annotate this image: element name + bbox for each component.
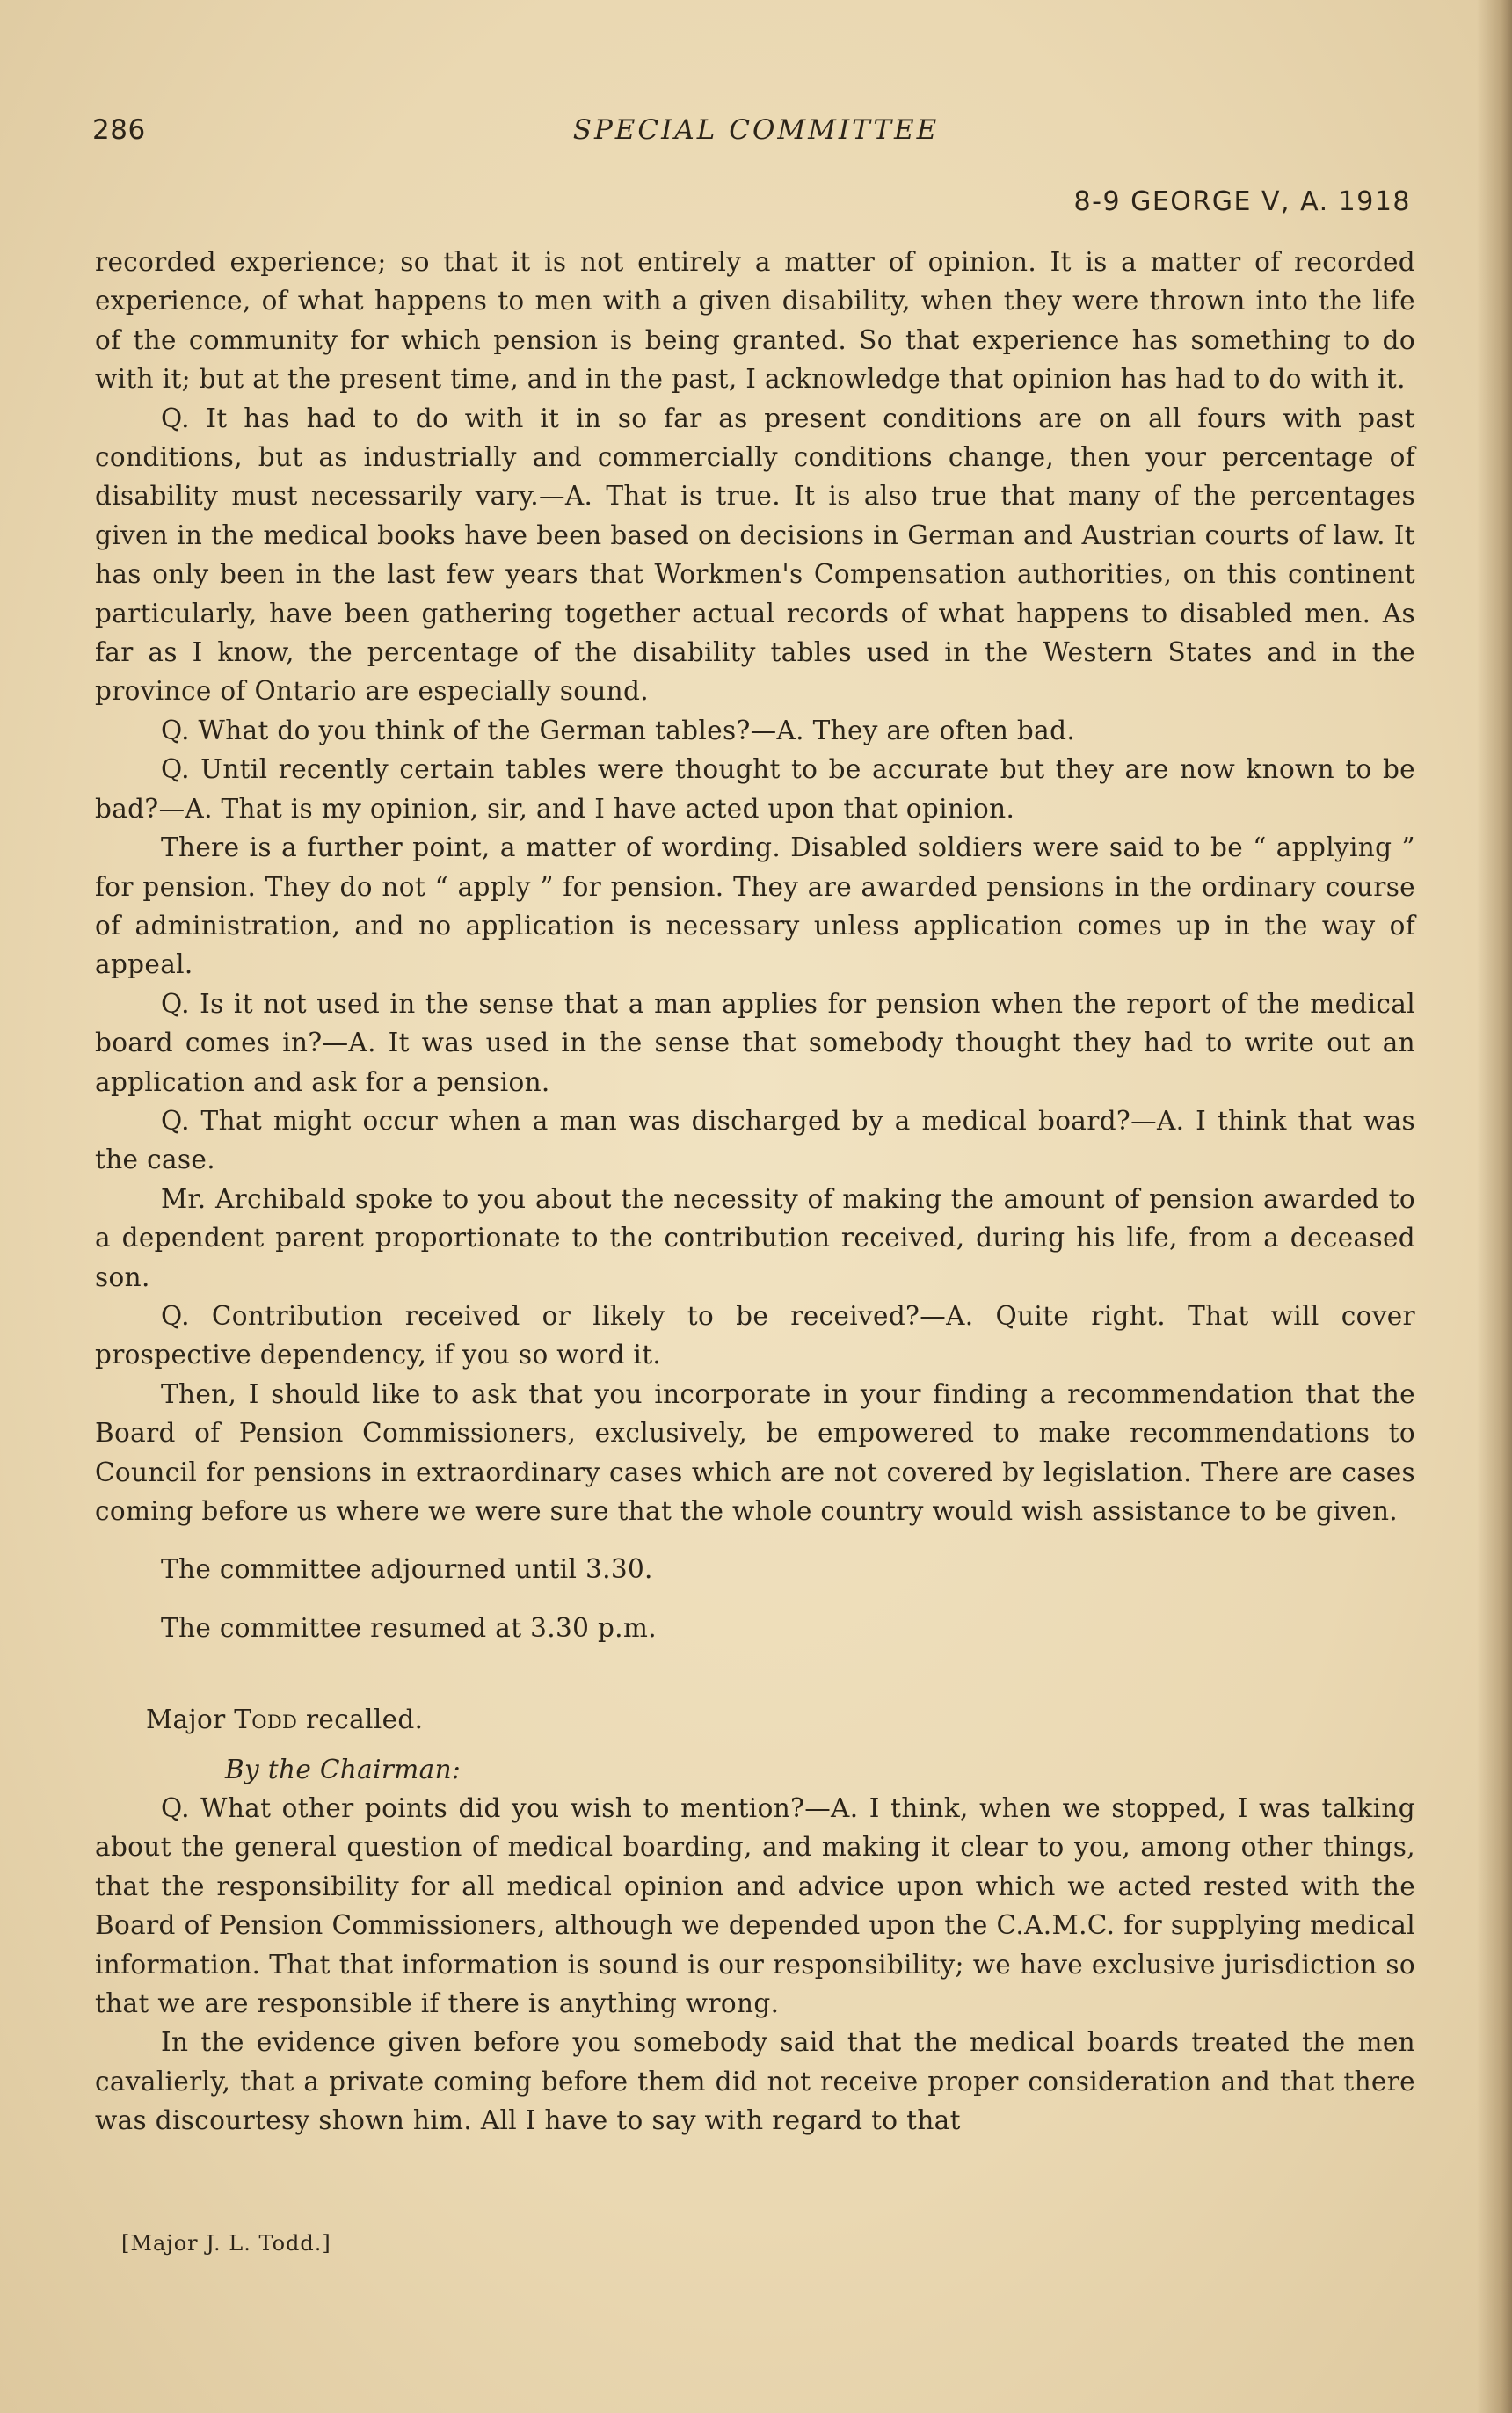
- running-title: SPECIAL COMMITTEE: [572, 114, 940, 146]
- recalled-suffix: recalled.: [297, 1704, 424, 1735]
- session-heading: 8-9 GEORGE V, A. 1918: [1073, 186, 1411, 217]
- body-text: [95, 243, 1415, 2140]
- paragraph: Mr. Archibald spoke to you about the necessity of making the amount of pension awarded to a dependent parent proportionate to the contribution received, during his life, from a deceased son.: [95, 1183, 1415, 1292]
- adjournment-note: The committee adjourned until 3.30.: [161, 1554, 653, 1585]
- recalled-prefix: Major: [146, 1704, 235, 1735]
- paragraph: There is a further point, a matter of wording. Disabled soldiers were said to be “ applying ” for pension. They do not “ apply ” for pension. They are awarded pensions in the ordinary course of administration, and no application is necessary unless application comes up in the way of appeal.: [95, 832, 1415, 980]
- paragraph: Then, I should like to ask that you incorporate in your finding a recommendation that the Board of Pension Commissioners, exclusively, be empowered to make recommendations to Council for pensions in extraordinary cases which are not covered by legislation. There are cases coming before us where we were sure that the whole country would wish assistance to be given.: [95, 1378, 1415, 1526]
- witness-recalled: [95, 1700, 1415, 1739]
- page-header: [92, 114, 1420, 149]
- paragraph: Q. Until recently certain tables were thought to be accurate but they are now known to be bad?—A. That is my opinion, sir, and I have acted upon that opinion.: [95, 754, 1415, 824]
- speaker-footer: [Major J. L. Todd.]: [121, 2231, 331, 2256]
- examiner-heading: By the Chairman:: [225, 1754, 462, 1784]
- paragraph: recorded experience; so that it is not entirely a matter of opinion. It is a matter of recorded experience, of what happens to men with a given disability, when they were thrown into the life of the community for which pension is being granted. So that experience has something to do with it; but at the present time, and in the past, I acknowledge that opinion has had to do with it.: [95, 247, 1415, 395]
- paragraph: Q. That might occur when a man was discharged by a medical board?—A. I think that was the case.: [95, 1105, 1415, 1175]
- paragraph: In the evidence given before you somebody said that the medical boards treated the men cavalierly, that a private coming before them did not receive proper consideration and that there was discourtesy shown him. All I have to say with regard to that: [95, 2027, 1415, 2136]
- paragraph: Q. It has had to do with it in so far as present conditions are on all fours with past conditions, but as industrially and commercially conditions change, then your percentage of disability must necessarily vary.—A. That is true. It is also true that many of the percentages given in the medical books have been based on decisions in German and Austrian courts of law. It has only been in the last few years that Workmen's Compensation authorities, on this continent particularly, have been gathering together actual records of what happens to disabled men. As far as I know, the percentage of the disability tables used in the Western States and in the province of Ontario are especially sound.: [95, 403, 1415, 707]
- page-edge-shadow: [1477, 0, 1512, 2413]
- paragraph: Q. What do you think of the German tables?—A. They are often bad.: [161, 715, 1076, 745]
- paragraph: Q. Contribution received or likely to be received?—A. Quite right. That will cover prospective dependency, if you so word it.: [95, 1300, 1415, 1370]
- paragraph: Q. Is it not used in the sense that a man applies for pension when the report of the medical board comes in?—A. It was used in the sense that somebody thought they had to write out an application and ask for a pension.: [95, 988, 1415, 1097]
- resumption-note: The committee resumed at 3.30 p.m.: [161, 1612, 657, 1643]
- page-number: 286: [92, 114, 146, 146]
- paragraph: Q. What other points did you wish to mention?—A. I think, when we stopped, I was talking about the general question of medical boarding, and making it clear to you, among other things, that the responsibility for all medical opinion and advice upon which we acted rested with the Board of Pension Commissioners, although we depended upon the C.A.M.C. for supplying medical information. That that information is sound is our responsibility; we have exclusive jurisdiction so that we are responsible if there is anything wrong.: [95, 1793, 1415, 2019]
- witness-name: Todd: [234, 1704, 298, 1735]
